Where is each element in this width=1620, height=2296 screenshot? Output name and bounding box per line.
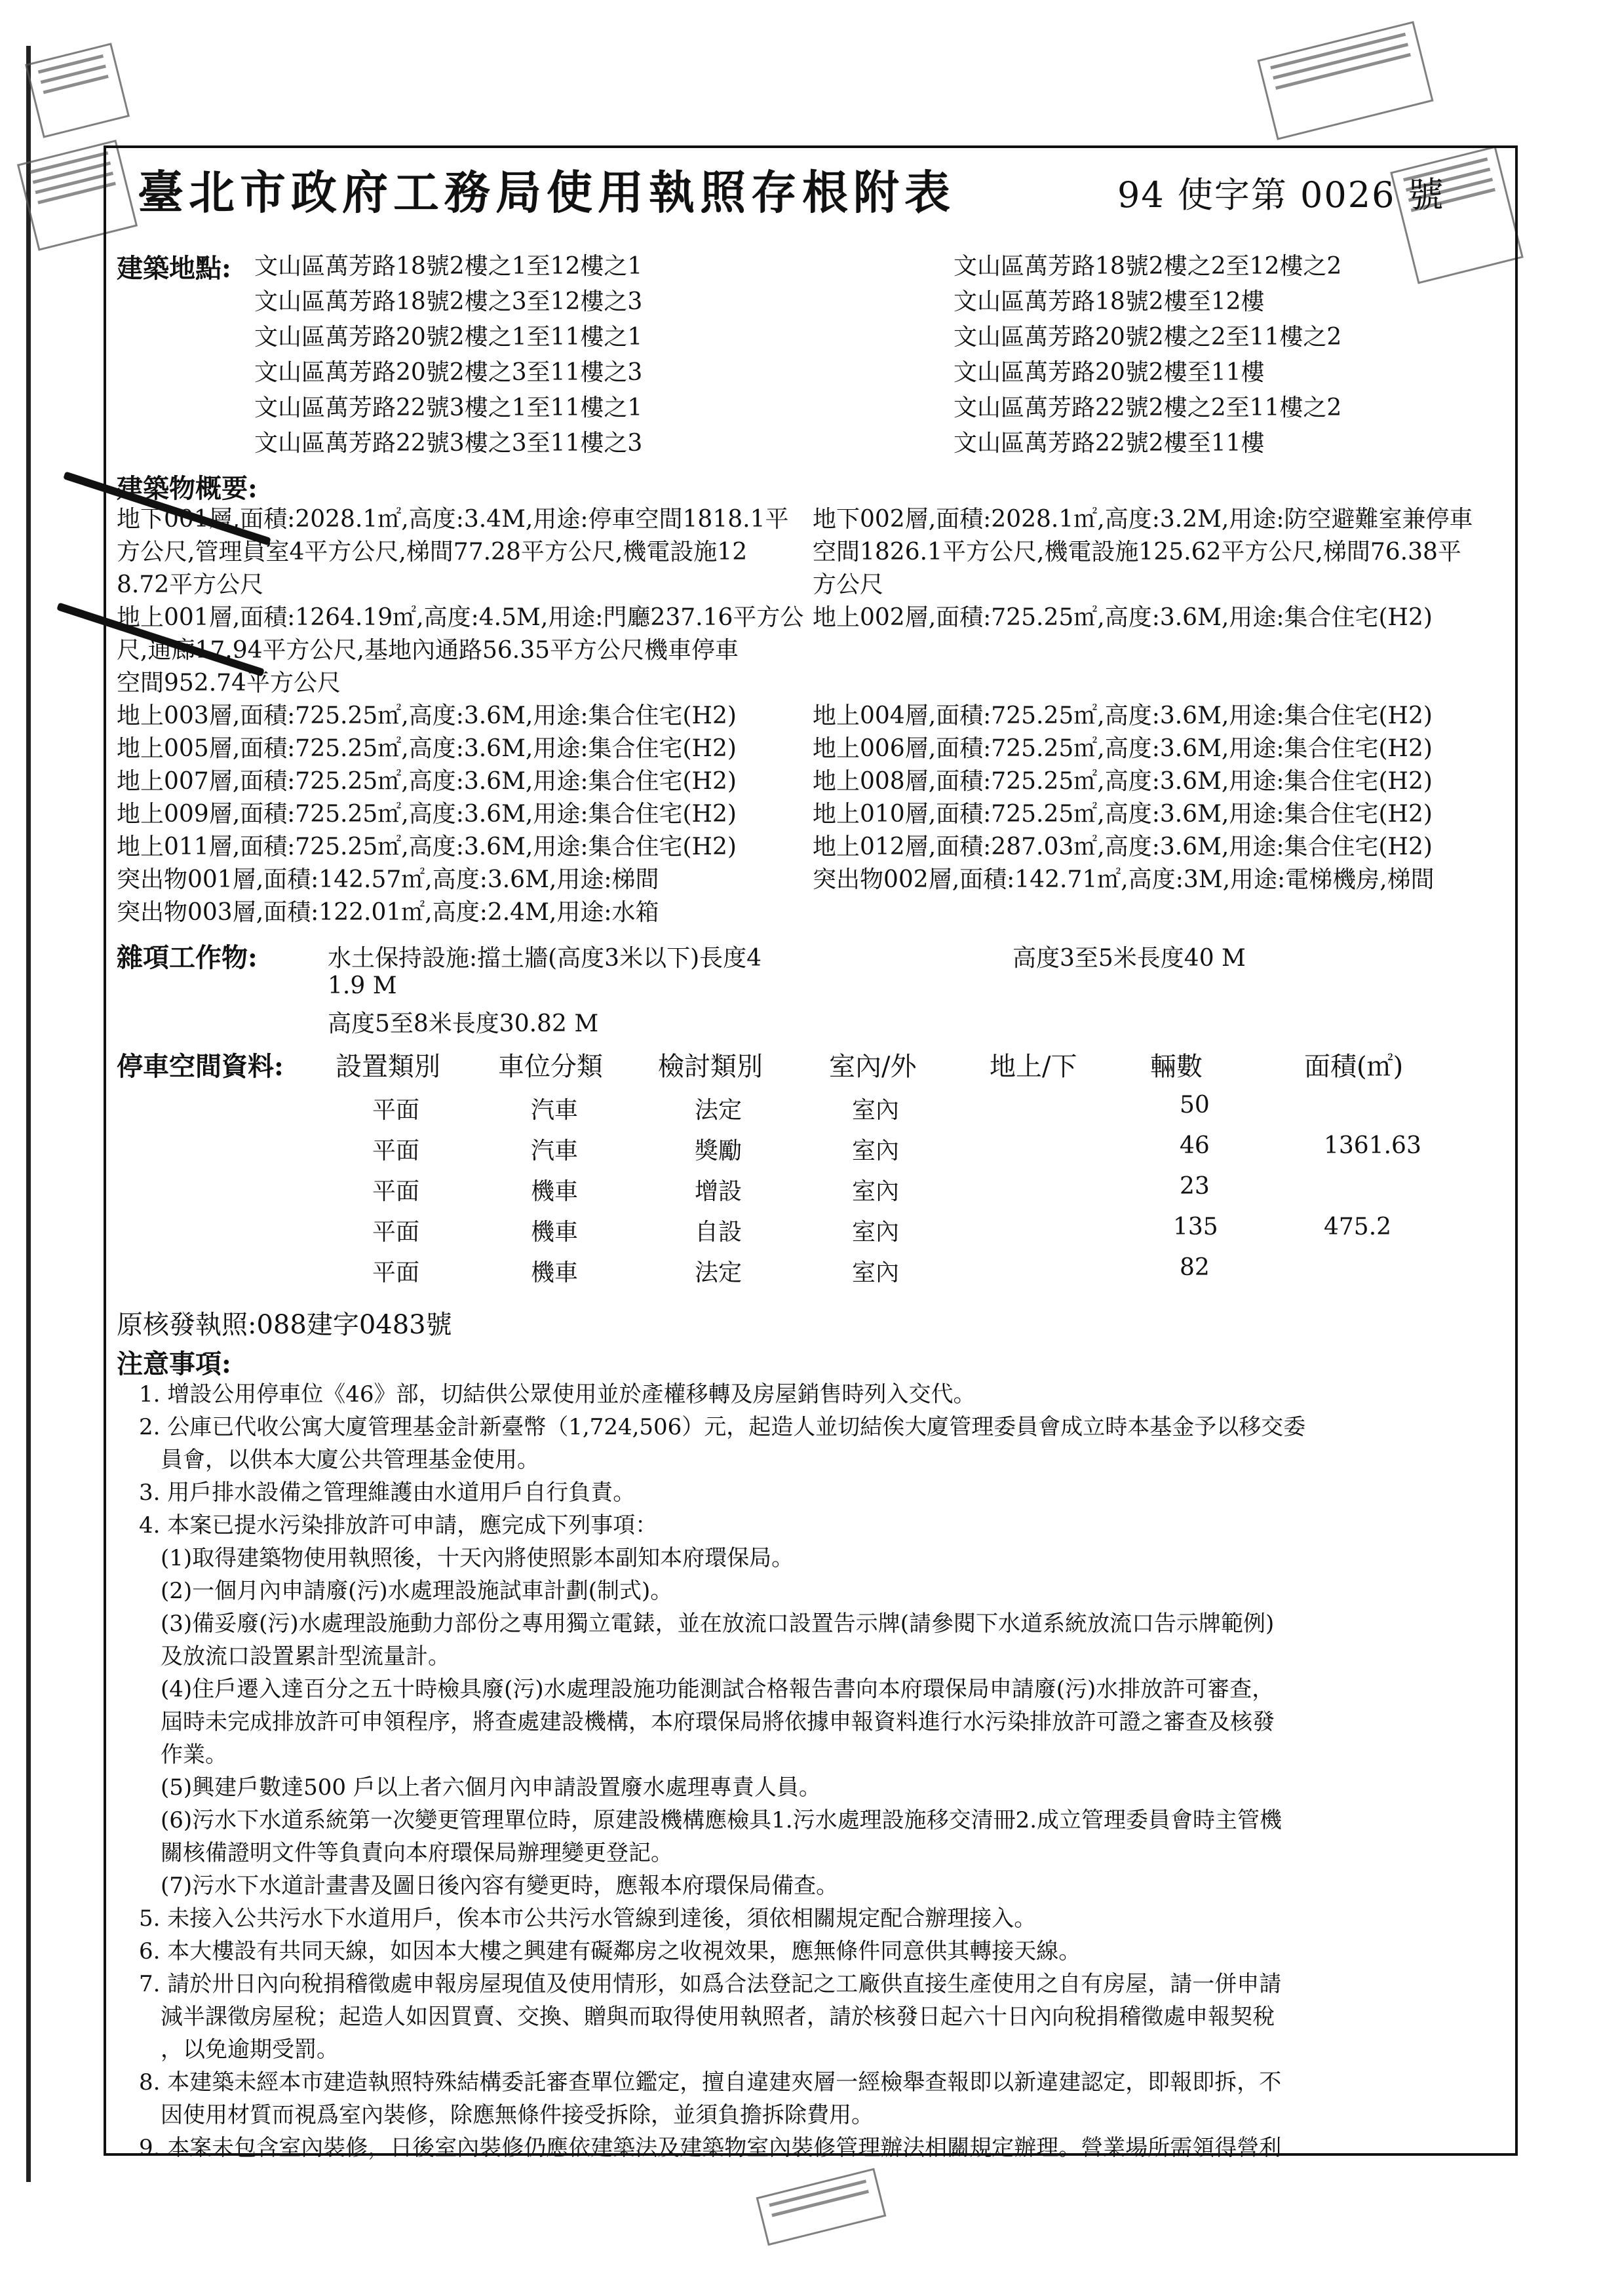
site-right-3: 文山區萬芳路20號2樓之2至11樓之2 xyxy=(954,324,1342,351)
parking-cell: 135 xyxy=(1173,1214,1218,1240)
building-right-7: 地上008層,面積:725.25㎡,高度:3.6M,用途:集合住宅(H2) xyxy=(813,768,1433,795)
note-line: 4. 本案已提水污染排放許可申請，應完成下列事項： xyxy=(139,1512,658,1539)
note-line: 及放流口設置累計型流量計。 xyxy=(161,1643,450,1670)
note-line: (3)備妥廢(污)水處理設施動力部份之專用獨立電錶，並在放流口設置告示牌(請參閱下水道系統放流口告示牌範例) xyxy=(161,1611,1275,1637)
site-right-1: 文山區萬芳路18號2樓之2至12樓之2 xyxy=(954,253,1342,280)
original-permit: 原核發執照:088建字0483號 xyxy=(117,1310,452,1340)
note-line: 9. 本案未包含室內裝修，日後室內裝修仍應依建築法及建築物室內裝修管理辦法相關規定辦理。營業場所需領得營利 xyxy=(139,2135,1282,2161)
building-left-12: 突出物001層,面積:142.57㎡,高度:3.6M,用途:梯間 xyxy=(117,866,659,893)
building-left-13: 突出物003層,面積:122.01㎡,高度:2.4M,用途:水箱 xyxy=(117,899,659,926)
parking-cell: 室內 xyxy=(852,1138,900,1164)
parking-header-inout: 室內/外 xyxy=(829,1052,917,1082)
permit-number: 94 使字第 0026 號 xyxy=(1117,174,1445,216)
building-left-1: 地下001層,面積:2028.1㎡,高度:3.4M,用途:停車空間1818.1平 xyxy=(117,506,789,533)
document-title: 臺北市政府工務局使用執照存根附表 xyxy=(138,165,955,220)
parking-cell: 平面 xyxy=(372,1097,420,1124)
parking-cell: 汽車 xyxy=(531,1138,579,1164)
parking-cell: 46 xyxy=(1180,1132,1210,1159)
note-line: 屆時未完成排放許可申領程序，將查處建設機構，本府環保局將依據申報資料進行水污染排放許可證之審查及核發 xyxy=(161,1709,1275,1735)
building-right-1: 地下002層,面積:2028.1㎡,高度:3.2M,用途:防空避難室兼停車 xyxy=(813,506,1473,533)
note-line: 7. 請於卅日內向稅捐稽徵處申報房屋現值及使用情形，如爲合法登記之工廠供直接生產使用之自有房屋，請一併申請 xyxy=(139,1971,1282,1997)
note-line: 5. 未接入公共污水下水道用戶，俟本市公共污水管線到達後，須依相關規定配合辦理接入。 xyxy=(139,1905,1037,1932)
building-right-9: 地上012層,面積:287.03㎡,高度:3.6M,用途:集合住宅(H2) xyxy=(813,833,1433,860)
notes-label: 注意事項: xyxy=(117,1349,231,1379)
parking-cell: 室內 xyxy=(852,1097,900,1124)
site-left-2: 文山區萬芳路18號2樓之3至12樓之3 xyxy=(254,288,643,315)
parking-cell: 汽車 xyxy=(531,1097,579,1124)
note-line: (4)住戶遷入達百分之五十時檢具廢(污)水處理設施功能測試合格報告書向本府環保局申請廢(污)水排放許可審查， xyxy=(161,1676,1275,1702)
building-left-4: 地上001層,面積:1264.19㎡,高度:4.5M,用途:門廳237.16平方公 xyxy=(117,604,804,631)
parking-header-area: 面積(㎡) xyxy=(1304,1052,1404,1082)
site-right-6: 文山區萬芳路22號2樓至11樓 xyxy=(954,430,1265,457)
building-right-2: 空間1826.1平方公尺,機電設施125.62平方公尺,梯間76.38平 xyxy=(813,539,1461,565)
parking-cell: 82 xyxy=(1180,1254,1210,1281)
building-right-8: 地上010層,面積:725.25㎡,高度:3.6M,用途:集合住宅(H2) xyxy=(813,801,1433,828)
note-line: (1)取得建築物使用執照後，十天內將使照影本副知本府環保局。 xyxy=(161,1545,794,1571)
note-line: 8. 本建築未經本市建造執照特殊結構委託審查單位鑑定，擅自違建夾層一經檢舉查報即以新違建認定，即報即拆，不 xyxy=(139,2069,1282,2095)
parking-cell: 機車 xyxy=(531,1219,579,1246)
seal-stamp-top-right xyxy=(1257,21,1433,140)
parking-cell: 475.2 xyxy=(1324,1214,1392,1240)
building-left-5: 尺,通廊17.94平方公尺,基地內通路56.35平方公尺機車停車 xyxy=(117,637,739,664)
parking-cell: 機車 xyxy=(531,1259,579,1286)
site-label: 建築地點: xyxy=(117,253,231,284)
seal-stamp-bottom xyxy=(756,2168,887,2246)
parking-cell: 自設 xyxy=(695,1219,742,1246)
note-line: 3. 用戶排水設備之管理維護由水道用戶自行負責。 xyxy=(139,1480,636,1506)
site-left-4: 文山區萬芳路20號2樓之3至11樓之3 xyxy=(254,359,643,386)
parking-cell: 室內 xyxy=(852,1259,900,1286)
misc-line-3: 高度5至8米長度30.82 M xyxy=(328,1010,599,1037)
parking-cell: 50 xyxy=(1180,1092,1210,1119)
note-line: 關核備證明文件等負責向本府環保局辦理變更登記。 xyxy=(161,1840,673,1866)
misc-label: 雜項工作物: xyxy=(117,942,258,973)
parking-header-review: 檢討類別 xyxy=(658,1052,763,1082)
site-right-5: 文山區萬芳路22號2樓之2至11樓之2 xyxy=(954,394,1342,421)
site-left-5: 文山區萬芳路22號3樓之1至11樓之1 xyxy=(254,394,643,421)
building-right-4: 地上002層,面積:725.25㎡,高度:3.6M,用途:集合住宅(H2) xyxy=(813,604,1433,631)
building-right-5: 地上004層,面積:725.25㎡,高度:3.6M,用途:集合住宅(H2) xyxy=(813,702,1433,729)
building-right-10: 突出物002層,面積:142.71㎡,高度:3M,用途:電梯機房,梯間 xyxy=(813,866,1435,893)
parking-header-count: 輛數 xyxy=(1150,1052,1203,1082)
parking-cell: 1361.63 xyxy=(1324,1132,1421,1159)
misc-right: 高度3至5米長度40 M xyxy=(1013,945,1246,972)
parking-cell: 獎勵 xyxy=(695,1138,742,1164)
note-line: 員會，以供本大廈公共管理基金使用。 xyxy=(161,1447,539,1473)
building-left-8: 地上005層,面積:725.25㎡,高度:3.6M,用途:集合住宅(H2) xyxy=(117,735,737,762)
parking-header-type: 設置類別 xyxy=(336,1052,440,1082)
building-right-6: 地上006層,面積:725.25㎡,高度:3.6M,用途:集合住宅(H2) xyxy=(813,735,1433,762)
misc-line-1: 水土保持設施:擋土牆(高度3米以下)長度4 xyxy=(328,945,762,972)
parking-cell: 法定 xyxy=(695,1097,742,1124)
note-line: 6. 本大樓設有共同天線，如因本大樓之興建有礙鄰房之收視效果，應無條件同意供其轉接天線。 xyxy=(139,1938,1081,1964)
building-label: 建築物概要: xyxy=(117,473,258,504)
parking-header-level: 地上/下 xyxy=(990,1052,1077,1082)
parking-label: 停車空間資料: xyxy=(117,1051,284,1082)
parking-cell: 23 xyxy=(1180,1173,1210,1200)
parking-cell: 平面 xyxy=(372,1138,420,1164)
site-right-2: 文山區萬芳路18號2樓至12樓 xyxy=(954,288,1265,315)
parking-header-vehicle: 車位分類 xyxy=(498,1052,603,1082)
parking-cell: 平面 xyxy=(372,1259,420,1286)
parking-cell: 平面 xyxy=(372,1178,420,1205)
scan-edge-line xyxy=(26,46,31,2182)
parking-cell: 增設 xyxy=(695,1178,742,1205)
note-line: 2. 公庫已代收公寓大廈管理基金計新臺幣（1,724,506）元，起造人並切結俟大廈管理委員會成立時本基金予以移交委 xyxy=(139,1414,1306,1440)
note-line: (5)興建戶數達500 戶以上者六個月內申請設置廢水處理專責人員。 xyxy=(161,1774,821,1801)
note-line: 1. 增設公用停車位《46》部，切結供公眾使用並於產權移轉及房屋銷售時列入交代。 xyxy=(139,1381,976,1407)
building-left-9: 地上007層,面積:725.25㎡,高度:3.6M,用途:集合住宅(H2) xyxy=(117,768,737,795)
note-line: ，以免逾期受罰。 xyxy=(161,2037,339,2063)
misc-line-2: 1.9 M xyxy=(328,972,397,999)
parking-cell: 平面 xyxy=(372,1219,420,1246)
building-left-10: 地上009層,面積:725.25㎡,高度:3.6M,用途:集合住宅(H2) xyxy=(117,801,737,828)
seal-stamp-top-left xyxy=(25,43,130,138)
parking-cell: 機車 xyxy=(531,1178,579,1205)
building-right-3: 方公尺 xyxy=(813,571,884,598)
building-left-6: 空間952.74平方公尺 xyxy=(117,670,341,697)
building-left-7: 地上003層,面積:725.25㎡,高度:3.6M,用途:集合住宅(H2) xyxy=(117,702,737,729)
parking-cell: 室內 xyxy=(852,1219,900,1246)
site-left-6: 文山區萬芳路22號3樓之3至11樓之3 xyxy=(254,430,643,457)
site-left-1: 文山區萬芳路18號2樓之1至12樓之1 xyxy=(254,253,643,280)
note-line: 作業。 xyxy=(161,1742,227,1768)
note-line: (2)一個月內申請廢(污)水處理設施試車計劃(制式)。 xyxy=(161,1578,673,1604)
note-line: (6)污水下水道系統第一次變更管理單位時，原建設機構應檢具1.污水處理設施移交清冊2.成立管理委員會時主管機 xyxy=(161,1807,1282,1833)
parking-cell: 室內 xyxy=(852,1178,900,1205)
note-line: (7)污水下水道計畫書及圖日後內容有變更時，應報本府環保局備查。 xyxy=(161,1873,839,1899)
site-right-4: 文山區萬芳路20號2樓至11樓 xyxy=(954,359,1265,386)
building-left-11: 地上011層,面積:725.25㎡,高度:3.6M,用途:集合住宅(H2) xyxy=(117,833,737,860)
building-left-3: 8.72平方公尺 xyxy=(117,571,264,598)
note-line: 因使用材質而視爲室內裝修，除應無條件接受拆除，並須負擔拆除費用。 xyxy=(161,2102,874,2128)
parking-cell: 法定 xyxy=(695,1259,742,1286)
building-left-2: 方公尺,管理員室4平方公尺,梯間77.28平方公尺,機電設施12 xyxy=(117,539,748,565)
site-left-3: 文山區萬芳路20號2樓之1至11樓之1 xyxy=(254,324,643,351)
note-line: 減半課徵房屋稅；起造人如因買賣、交換、贈與而取得使用執照者，請於核發日起六十日內向稅捐稽徵處申報契稅 xyxy=(161,2004,1275,2030)
